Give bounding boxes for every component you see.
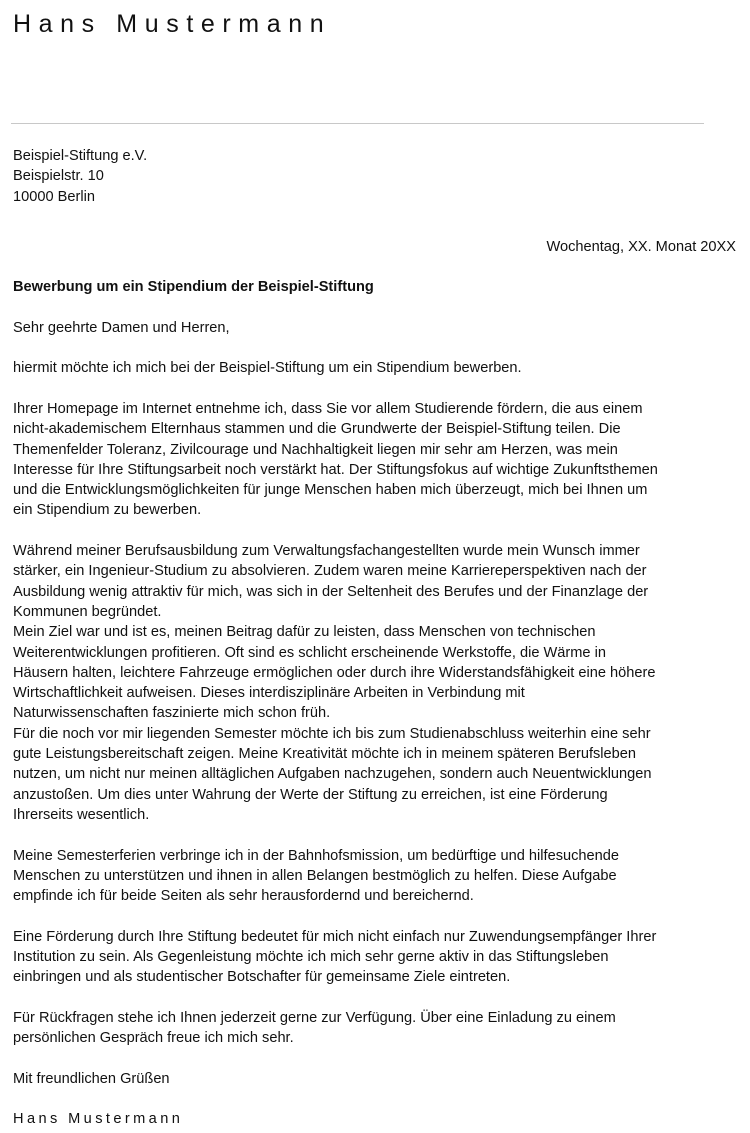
text-line: anzustoßen. Um dies unter Wahrung der Werte der Stiftung zu erreichen, ist eine Förderung	[13, 786, 608, 803]
recipient-name: Beispiel-Stiftung e.V.	[13, 148, 148, 164]
paragraph-contact	[13, 1008, 720, 1049]
text-line: Meine Semesterferien verbringe ich in der Bahnhofsmission, um bedürftige und hilfesuchende	[13, 847, 619, 864]
closing-phrase: Mit freundlichen Grüßen	[13, 1070, 170, 1087]
text-line: Während meiner Berufsausbildung zum Verwaltungsfachangestellten wurde mein Wunsch immer	[13, 543, 640, 560]
text-line: Weiterentwicklungen profitieren. Oft sind es schlicht erscheinende Werkstoffe, die Wärme in	[13, 644, 606, 661]
paragraph-volunteering	[13, 846, 720, 907]
letter-body	[13, 146, 736, 1130]
text-line: persönlichen Gespräch freue ich mich sehr.	[13, 1030, 294, 1047]
recipient-street: Beispielstr. 10	[13, 168, 104, 185]
letterhead-sender-name: Hans Mustermann	[13, 10, 332, 38]
text-line: gute Leistungsbereitschaft zeigen. Meine Kreativität möchte ich in meinem späteren Berufsleben	[13, 746, 637, 763]
text-line: Eine Förderung durch Ihre Stiftung bedeutet für mich nicht einfach nur Zuwendungsempfänger Ihrer	[13, 928, 657, 945]
paragraph-future	[13, 724, 720, 825]
signature-name: Hans Mustermann	[13, 1111, 184, 1128]
recipient-address	[13, 146, 720, 207]
text-line: Für Rückfragen stehe ich Ihnen jederzeit gerne zur Verfügung. Über eine Einladung zu einem	[13, 1009, 616, 1026]
text-line: nutzen, um nicht nur meinen alltäglichen Aufgaben nachzugehen, sondern auch Neuentwicklungen	[13, 766, 652, 783]
text-line: empfinde ich für beide Seiten als sehr herausfordernd und bereichernd.	[13, 888, 474, 905]
text-line: Ausbildung wenig attraktiv für mich, was sich in der Seltenheit des Berufes und der Finanzlage der	[13, 583, 649, 600]
text-line: Für die noch vor mir liegenden Semester möchte ich bis zum Studienabschluss weiterhin eine sehr	[13, 725, 651, 742]
text-line: nicht-akademischem Elternhaus stammen und die Grundwerte der Beispiel-Stiftung teilen. Die	[13, 421, 621, 438]
text-line: einbringen und als studentischer Botschafter für gemeinsame Ziele eintreten.	[13, 969, 511, 986]
text-line: Institution zu sein. Als Gegenleistung möchte ich mich sehr gerne aktiv in das Stiftungsleben	[13, 948, 609, 965]
text-line: Naturwissenschaften faszinierte mich schon früh.	[13, 705, 331, 722]
text-line: Interesse für Ihre Stiftungsarbeit noch verstärkt hat. Der Stiftungsfokus auf wichtige Zukunftsthemen	[13, 461, 658, 478]
text-line: Häusern halten, leichtere Fahrzeuge ermöglichen oder durch ihre Widerstandsfähigkeit eine höhere	[13, 664, 656, 681]
letter-date: Wochentag, XX. Monat 20XX	[546, 238, 736, 255]
text-line: Wirtschaftlichkeit aufweisen. Dieses interdisziplinäre Arbeiten in Verbindung mit	[13, 685, 525, 702]
text-line: stärker, ein Ingenieur-Studium zu absolvieren. Zudem waren meine Karriereperspektiven nach der	[13, 563, 647, 580]
text-line: Kommunen begründet.	[13, 603, 162, 620]
text-line: hiermit möchte ich mich bei der Beispiel-Stiftung um ein Stipendium bewerben.	[13, 360, 522, 377]
paragraph-background	[13, 541, 720, 622]
letter-subject: Bewerbung um ein Stipendium der Beispiel-Stiftung	[13, 279, 374, 296]
paragraph-goals	[13, 622, 720, 723]
paragraph-commitment	[13, 927, 720, 988]
paragraph-intro	[13, 358, 720, 378]
text-line: Ihrer Homepage im Internet entnehme ich, dass Sie vor allem Studierende fördern, die aus einem	[13, 400, 643, 417]
recipient-city: 10000 Berlin	[13, 188, 95, 205]
paragraph-motivation	[13, 399, 720, 521]
text-line: Mein Ziel war und ist es, meinen Beitrag dafür zu leisten, dass Menschen von technischen	[13, 624, 596, 641]
text-line: Ihrerseits wesentlich.	[13, 806, 150, 823]
salutation: Sehr geehrte Damen und Herren,	[13, 319, 230, 336]
text-line: Themenfelder Toleranz, Zivilcourage und Nachhaltigkeit liegen mir sehr am Herzen, was mein	[13, 441, 618, 458]
text-line: Menschen zu unterstützen und ihnen in allen Belangen bestmöglich zu helfen. Diese Aufgabe	[13, 867, 617, 884]
text-line: ein Stipendium zu bewerben.	[13, 502, 202, 519]
letterhead-divider	[11, 123, 704, 124]
text-line: und die Entwicklungsmöglichkeiten für junge Menschen haben mich überzeugt, mich bei Ihnen um	[13, 482, 648, 499]
